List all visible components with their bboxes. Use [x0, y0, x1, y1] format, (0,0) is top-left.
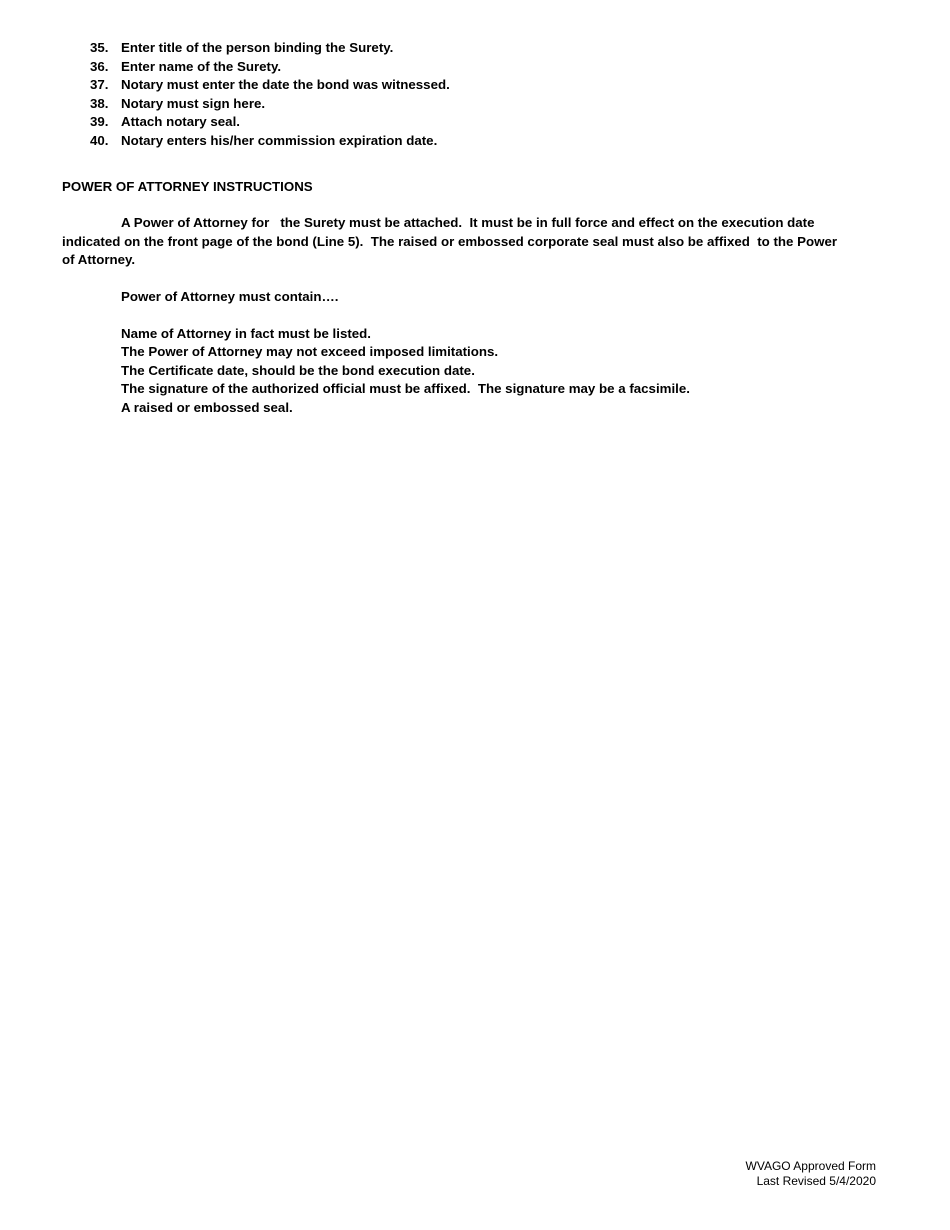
step-text: Attach notary seal.	[121, 114, 240, 130]
step-number: 37.	[90, 77, 109, 93]
step-number: 39.	[90, 114, 109, 130]
list-item: Name of Attorney in fact must be listed.	[121, 325, 371, 341]
list-item	[90, 113, 892, 132]
step-number: 40.	[90, 132, 109, 148]
step-text: Enter title of the person binding the Surety.	[121, 40, 394, 55]
list-item: The Power of Attorney may not exceed imposed limitations.	[121, 344, 499, 360]
must-contain-label: Power of Attorney must contain….	[121, 288, 339, 304]
poa-paragraph	[62, 214, 892, 270]
instruction-steps-list	[90, 39, 892, 151]
step-number: 38.	[90, 95, 109, 111]
page-footer	[746, 1159, 876, 1188]
step-number: 35.	[90, 40, 109, 55]
paragraph-line: of Attorney.	[62, 252, 136, 268]
section-heading: POWER OF ATTORNEY INSTRUCTIONS	[62, 178, 313, 194]
requirements-list	[121, 325, 892, 418]
page-content	[62, 39, 892, 418]
list-item: A raised or embossed seal.	[121, 399, 293, 415]
list-item: The Certificate date, should be the bond execution date.	[121, 362, 475, 378]
paragraph-line: A Power of Attorney for the Surety must be attached. It must be in full force and effect on the execution date	[121, 215, 815, 231]
list-item	[90, 39, 892, 58]
step-text: Notary enters his/her commission expiration date.	[121, 132, 438, 148]
step-text: Notary must enter the date the bond was witnessed.	[121, 77, 450, 93]
paragraph-line: indicated on the front page of the bond (Line 5). The raised or embossed corporate seal must also be affixed to the Power	[62, 233, 838, 249]
list-item	[90, 132, 892, 151]
step-text: Enter name of the Surety.	[121, 58, 282, 74]
footer-approval: WVAGO Approved Form	[745, 1159, 876, 1173]
list-item	[90, 95, 892, 114]
footer-revision-date: Last Revised 5/4/2020	[756, 1173, 876, 1188]
step-number: 36.	[90, 58, 109, 74]
step-text: Notary must sign here.	[121, 95, 266, 111]
list-item	[90, 76, 892, 95]
list-item	[90, 58, 892, 77]
list-item: The signature of the authorized official must be affixed. The signature may be a facsimile.	[121, 381, 690, 397]
